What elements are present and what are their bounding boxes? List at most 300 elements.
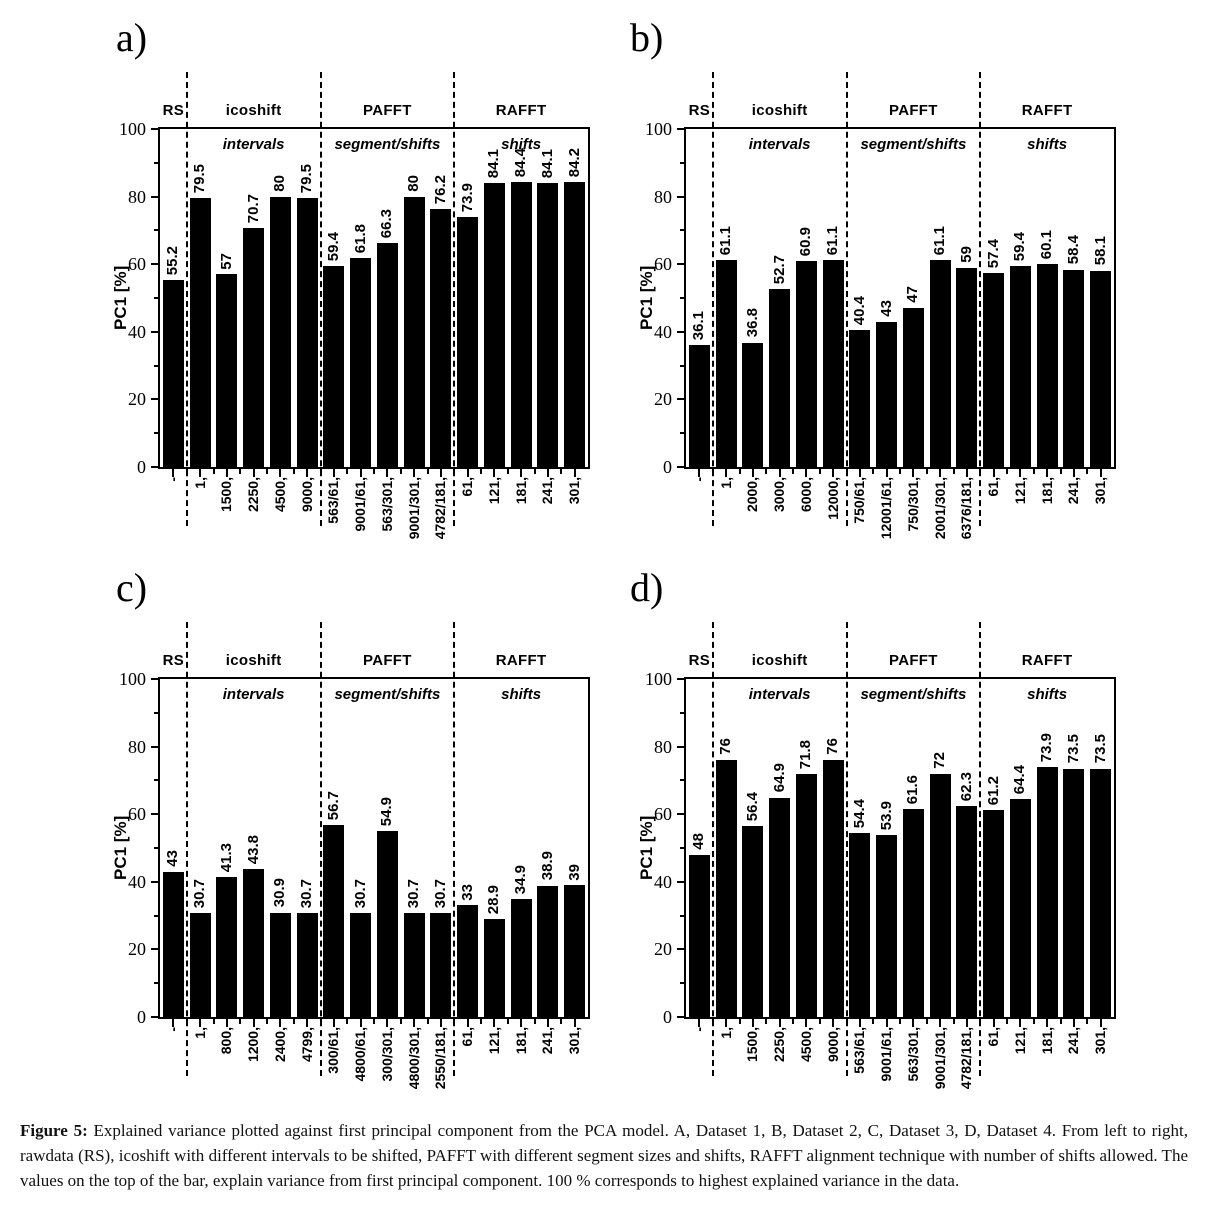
x-major-tick [752,469,754,477]
group-label: RS [162,652,185,669]
y-tick-label: 60 [654,254,672,275]
x-minor-tick [739,469,741,474]
y-major-tick [677,466,686,468]
bar [243,228,264,467]
bar [377,831,398,1017]
x-minor-tick [1006,1019,1008,1024]
x-tick-label: 12001/61, [878,477,895,540]
bar-value-label: 61.1 [931,226,949,256]
x-major-tick [859,1019,861,1027]
x-major-tick [520,469,522,477]
x-minor-tick [1060,469,1062,474]
y-tick-label: 80 [654,736,672,757]
x-minor-tick [872,469,874,474]
x-tick-label: 241, [1065,1027,1082,1055]
group-label: RAFFT [1021,652,1073,669]
x-major-tick [752,1019,754,1027]
y-major-tick [151,398,160,400]
x-major-tick [279,469,281,477]
group-sublabel: intervals [748,686,811,703]
x-tick-label: 301, [566,477,583,505]
bar-value-label: 61.1 [824,226,842,256]
y-minor-tick [154,162,160,164]
bar [930,260,951,467]
group-label: RS [162,102,185,119]
y-major-tick [677,1016,686,1018]
x-tick-label: 300/301, [378,1027,395,1082]
bar-value-label: 40.4 [850,296,868,326]
x-tick-label: 9000, [298,477,315,513]
bar-value-label: 56.7 [324,791,342,821]
y-major-tick [677,948,686,950]
y-major-tick [151,331,160,333]
x-major-tick [939,1019,941,1027]
y-tick-label: 60 [128,804,146,825]
x-minor-tick [926,469,928,474]
bar [270,913,291,1017]
bar-value-label: 58.4 [1064,235,1082,265]
bar [689,345,710,467]
x-major-tick [859,469,861,477]
y-minor-tick [680,847,686,849]
y-major-tick [151,196,160,198]
x-tick-label: 1, [191,1027,208,1039]
x-tick-label: 563/61, [325,477,342,524]
panel-letter-a: a) [116,15,148,60]
x-tick-label: 4800/301, [405,1027,422,1090]
bar-value-label: 61.2 [984,775,1002,806]
bar [796,261,817,467]
y-minor-tick [680,982,686,984]
x-major-tick [226,1019,228,1027]
group-sublabel: segment/shifts [860,136,967,153]
bar [404,913,425,1017]
x-major-tick [413,469,415,477]
x-major-tick [547,1019,549,1027]
group-sublabel: segment/shifts [334,136,441,153]
bar-value-label: 73.5 [1064,734,1082,764]
bar-value-label: 43.8 [244,834,262,864]
figure-caption [20,1118,1188,1193]
bar-chart-c [111,652,590,1090]
x-minor-tick [507,1019,509,1024]
bar [716,260,737,467]
x-tick-label: 1500, [218,477,235,513]
bar-value-label: 79.5 [298,164,316,194]
group-sublabel: shifts [501,136,542,153]
x-tick-label: 181, [512,1027,529,1055]
y-minor-tick [154,297,160,299]
bar-value-label: 54.4 [850,798,868,829]
bar-value-label: 30.7 [191,879,209,909]
x-major-tick [912,469,914,477]
x-minor-tick [792,469,794,474]
bar-value-label: 54.9 [378,797,396,827]
y-minor-tick [154,432,160,434]
y-tick-label: 20 [128,389,146,410]
y-tick-label: 100 [645,119,672,139]
x-minor-tick [765,1019,767,1024]
panel-c [0,550,604,1100]
x-tick-label: 4782/181, [432,477,449,540]
bar-value-label: 47 [904,286,922,304]
bar-value-label: 59 [957,245,975,263]
x-minor-tick [534,469,536,474]
y-tick-label: 20 [128,939,146,960]
x-major-tick [993,469,995,477]
x-major-tick [886,1019,888,1027]
bar-value-label: 39 [565,863,583,881]
x-major-tick [966,1019,968,1027]
bar-chart-b [637,102,1116,540]
x-tick-label: 4500, [271,477,288,513]
x-tick-label: 301, [566,1027,583,1055]
bar [1037,264,1058,467]
y-major-tick [677,746,686,748]
bar-value-label: 61.8 [351,223,369,254]
x-tick-label: 6376/181, [958,477,975,540]
bar [1090,271,1111,467]
x-tick-label: 241, [539,477,556,505]
x-tick-label: 2001/301, [931,477,948,540]
x-tick-label: 563/61, [851,1027,868,1074]
group-sublabel: segment/shifts [334,686,441,703]
x-tick-label: 3000, [771,477,788,513]
x-minor-tick [293,1019,295,1024]
x-minor-tick [213,1019,215,1024]
x-minor-tick [765,469,767,474]
x-minor-tick [560,1019,562,1024]
bar-value-label: 57.4 [984,238,1002,268]
x-tick-label: 563/301, [904,1027,921,1082]
x-minor-tick [872,1019,874,1024]
x-major-tick [253,469,255,477]
y-major-tick [151,263,160,265]
x-major-tick [939,469,941,477]
panel-letter-b: b) [630,15,664,60]
bar-value-label: 36.1 [690,310,708,340]
x-tick-label: 2000, [744,477,761,513]
y-major-tick [677,813,686,815]
x-major-tick [440,1019,442,1027]
bar [769,289,790,467]
x-minor-tick [560,469,562,474]
bar-value-label: 76 [717,738,735,756]
x-major-tick [386,469,388,477]
bar [484,919,505,1017]
x-tick-label: 300/61, [325,1027,342,1074]
bar-value-label: 61.6 [904,774,922,804]
x-tick-label: 9001/301, [931,1027,948,1090]
y-minor-tick [154,915,160,917]
x-major-tick [493,469,495,477]
group-sublabel: intervals [748,136,811,153]
y-major-tick [151,881,160,883]
x-major-tick [1073,1019,1075,1027]
bar [350,913,371,1017]
bar [404,197,425,467]
bar-value-label: 59.4 [1011,232,1029,262]
x-major-tick [333,1019,335,1027]
bar-value-label: 84.4 [512,147,530,177]
x-minor-tick [239,1019,241,1024]
y-tick-label: 80 [128,736,146,757]
bar [457,905,478,1017]
x-major-tick [1046,1019,1048,1027]
bar-value-label: 72 [931,751,949,769]
x-major-tick [1100,469,1102,477]
y-minor-tick [680,297,686,299]
bar [849,833,870,1017]
x-tick-label: 121, [1011,1027,1028,1055]
x-major-tick [199,1019,201,1027]
bar [297,913,318,1017]
bar [190,913,211,1017]
bar-value-label: 80 [405,174,423,192]
group-label: icoshift [751,102,808,119]
y-minor-tick [154,365,160,367]
x-major-tick [966,469,968,477]
bar [377,243,398,467]
panel-a [0,0,604,550]
x-minor-tick [1033,469,1035,474]
x-major-tick [226,469,228,477]
y-minor-tick [154,229,160,231]
x-minor-tick [293,469,295,474]
bar-value-label: 73.5 [1091,734,1109,764]
y-major-tick [677,678,686,680]
bar-value-label: 60.1 [1038,229,1056,259]
x-minor-tick [507,469,509,474]
y-tick-label: 0 [663,1007,672,1027]
bar [323,266,344,467]
bar [689,855,710,1017]
bar-value-label: 76.2 [431,175,449,205]
bar [163,872,184,1017]
x-major-tick [832,469,834,477]
x-tick-label: 61, [459,477,476,497]
group-label: icoshift [225,652,282,669]
y-minor-tick [154,779,160,781]
y-major-tick [677,398,686,400]
bar [457,217,478,467]
x-tick-label: 4800/61, [352,1027,369,1082]
group-label: PAFFT [889,102,938,119]
bar [823,760,844,1017]
x-tick-label: 61, [985,1027,1002,1047]
x-major-tick [779,469,781,477]
bar-value-label: 36.8 [743,308,761,338]
y-axis-title: PC1 [%] [111,265,130,331]
x-tick-label: 750/61, [851,477,868,524]
bar [323,825,344,1017]
bar-chart-a [111,102,590,540]
y-tick-label: 40 [654,871,672,892]
x-major-tick [574,1019,576,1027]
bar-value-label: 73.9 [1038,733,1056,763]
y-major-tick [677,196,686,198]
bar-value-label: 38.9 [538,851,556,881]
x-tick-label: - [164,477,181,482]
bar [537,183,558,467]
y-tick-label: 20 [654,939,672,960]
x-tick-label: 301, [1092,477,1109,505]
bar [216,877,237,1017]
y-tick-label: 0 [663,457,672,477]
y-major-tick [677,881,686,883]
y-major-tick [677,263,686,265]
bar-value-label: 84.1 [538,148,556,178]
bar-value-label: 43 [877,299,895,317]
x-major-tick [805,1019,807,1027]
bar [564,885,585,1017]
group-label: RAFFT [495,102,547,119]
x-minor-tick [373,469,375,474]
x-major-tick [725,469,727,477]
bar [1090,769,1111,1017]
group-label: RAFFT [1021,102,1073,119]
group-label: icoshift [751,652,808,669]
bar-value-label: 64.9 [770,763,788,793]
x-tick-label: 9001/61, [352,477,369,532]
x-tick-label: 2550/181, [432,1027,449,1090]
bar-value-label: 52.7 [770,254,788,284]
x-minor-tick [266,1019,268,1024]
x-tick-label: 800, [218,1027,235,1055]
x-major-tick [1046,469,1048,477]
bar-value-label: 41.3 [217,843,235,873]
y-major-tick [151,678,160,680]
bar [511,182,532,467]
y-tick-label: 20 [654,389,672,410]
bar [1010,266,1031,467]
y-tick-label: 100 [645,669,672,689]
bar [511,899,532,1017]
x-tick-label: 563/301, [378,477,395,532]
bar [564,182,585,467]
bar-value-label: 33 [458,883,476,901]
group-sublabel: shifts [1027,686,1068,703]
bar-value-label: 84.2 [565,148,583,178]
x-minor-tick [739,1019,741,1024]
y-minor-tick [154,712,160,714]
bar [742,826,763,1017]
bar [876,322,897,467]
x-tick-label: - [690,1027,707,1032]
x-tick-label: 181, [512,477,529,505]
x-tick-label: 9001/61, [878,1027,895,1082]
bar [1063,769,1084,1017]
y-major-tick [151,813,160,815]
bar-value-label: 66.3 [378,208,396,238]
bar-value-label: 30.9 [271,878,289,908]
x-minor-tick [899,469,901,474]
x-major-tick [360,1019,362,1027]
x-tick-label: 1200, [245,1027,262,1063]
y-minor-tick [680,229,686,231]
x-tick-label: 301, [1092,1027,1109,1055]
x-major-tick [1019,1019,1021,1027]
x-minor-tick [1006,469,1008,474]
bar-value-label: 57 [217,252,235,270]
x-major-tick [333,469,335,477]
x-tick-label: 181, [1038,1027,1055,1055]
bar-value-label: 30.7 [351,879,369,909]
x-major-tick [199,469,201,477]
panel-letter-d: d) [630,565,664,610]
bar [903,308,924,467]
bar [243,869,264,1017]
x-tick-label: 121, [485,1027,502,1055]
x-minor-tick [213,469,215,474]
x-tick-label: 750/301, [904,477,921,532]
bar [930,774,951,1017]
y-minor-tick [680,432,686,434]
bar-value-label: 30.7 [298,879,316,909]
y-axis-title: PC1 [%] [637,265,656,331]
group-sublabel: segment/shifts [860,686,967,703]
x-major-tick [1019,469,1021,477]
y-minor-tick [680,162,686,164]
y-minor-tick [680,915,686,917]
y-tick-label: 80 [128,186,146,207]
bar-value-label: 84.1 [485,148,503,178]
x-major-tick [1073,469,1075,477]
bar [270,197,291,467]
x-minor-tick [346,469,348,474]
x-minor-tick [346,1019,348,1024]
bar-value-label: 58.1 [1091,236,1109,266]
y-tick-label: 40 [128,871,146,892]
x-major-tick [467,469,469,477]
x-tick-label: 4500, [797,1027,814,1063]
group-label: RS [688,102,711,119]
bar [430,913,451,1017]
bar [876,835,897,1017]
x-tick-label: 121, [485,477,502,505]
y-tick-label: 100 [119,669,146,689]
bar [742,343,763,467]
x-major-tick [547,469,549,477]
x-minor-tick [427,469,429,474]
x-tick-label: 6000, [797,477,814,513]
bar [983,273,1004,467]
x-tick-label: 4799, [298,1027,315,1063]
bar-value-label: 53.9 [877,800,895,830]
group-label: RAFFT [495,652,547,669]
group-label: PAFFT [363,652,412,669]
bar-value-label: 43 [164,849,182,867]
x-major-tick [493,1019,495,1027]
caption-text: Explained variance plotted against first principal component from the PCA model. A, Dataset 1, B, Dataset 2, C, Dataset 3, D, Dataset 4. From left to right, rawdata (RS), icoshift with different intervals to be shifted, PAFFT with different segment sizes and shifts, RAFFT alignment technique with number of shifts allowed. The values on the top of the bar, explain variance from first principal component. 100 % corresponds to highest explained variance in the data. [20,1121,1189,1190]
x-minor-tick [1086,469,1088,474]
bar-value-label: 48 [690,833,708,850]
x-major-tick [306,1019,308,1027]
bar-value-label: 71.8 [797,740,815,770]
x-minor-tick [819,1019,821,1024]
x-minor-tick [400,1019,402,1024]
bar-value-label: 30.7 [405,879,423,909]
y-minor-tick [680,779,686,781]
bar-value-label: 79.5 [191,164,209,194]
y-tick-label: 40 [654,321,672,342]
x-minor-tick [373,1019,375,1024]
bar-value-label: 80 [271,174,289,192]
group-sublabel: intervals [222,136,285,153]
bar [769,798,790,1017]
bar [1010,799,1031,1017]
x-major-tick [440,469,442,477]
